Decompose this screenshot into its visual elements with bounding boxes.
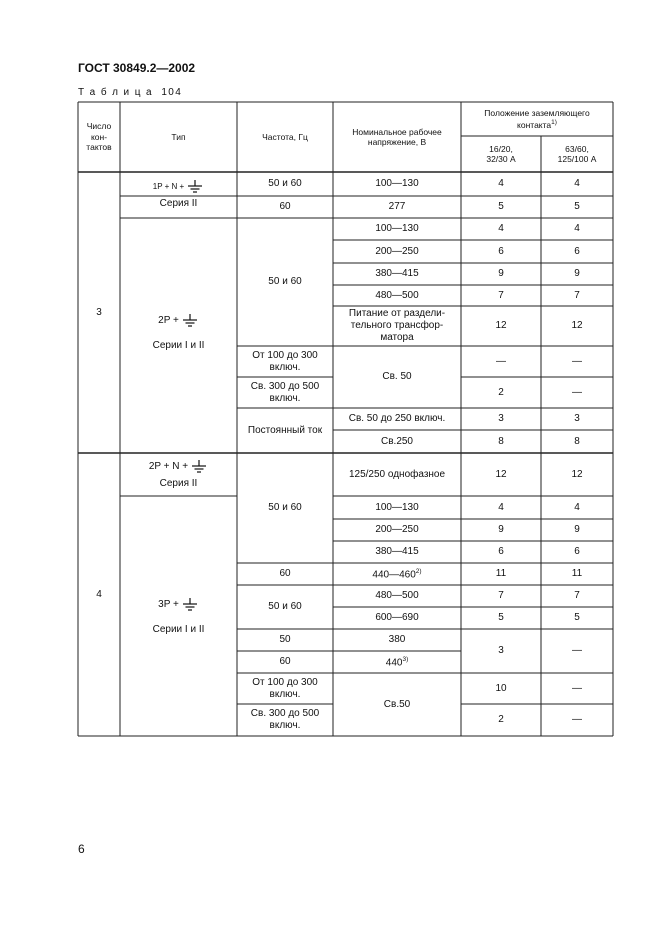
group3-freq-row2: 60 [279,201,291,212]
group3-voltage-row1: 100—130 [375,178,419,189]
group4-type2-formula: 3P + [158,599,179,610]
group3-type1 [120,172,237,218]
group3-a-row8: — [496,355,506,367]
group3-b-row11: 8 [574,435,580,447]
group3-b-row4: 6 [574,245,580,257]
ground-icon [181,598,199,612]
group3-b-row2: 5 [574,201,580,212]
group4-freq-50: 50 [279,634,291,645]
header-contacts: Число кон- тактов [86,121,112,153]
group3-type2-series: Серии I и II [152,340,205,351]
group3-freq-100-300: От 100 до 300 включ. [252,349,318,373]
group4-voltage-row6: 480—500 [375,590,419,601]
group4-b-row2: 4 [574,501,580,513]
group4-b-row4: 6 [574,546,580,557]
group4-b-row3: 9 [574,524,580,535]
group3-voltage-row5: 380—415 [375,268,419,279]
group3-voltage-row6: 480—500 [375,289,419,301]
group4-b-row7: 5 [574,612,580,623]
group3-b-row7: 12 [571,320,583,331]
group3-voltage-row7: Питание от раздели- тельного трансфор- матора [348,308,446,343]
group4-a-row4: 6 [498,546,504,557]
group4-voltage-row3: 200—250 [375,524,419,535]
group3-voltage-row4: 200—250 [375,245,419,257]
group3-b-row10: 3 [574,413,580,424]
group4-a-row7: 5 [498,612,504,623]
group3-type2 [120,218,237,453]
group3-voltage-row3: 100—130 [375,223,419,234]
group3-b-row9: — [572,386,582,398]
header-type: Тип [171,131,186,142]
group3-type1-formula: 1P + N + [152,182,185,191]
table-caption: Т а б л и ц а 104 [78,87,183,98]
group4-voltage-row1: 125/250 однофазное [348,468,446,480]
group3-freq-300-500: Св. 300 до 500 включ. [250,380,320,404]
group4-freq-300-500: Св. 300 до 500 включ. [250,708,320,731]
group3-b-row1: 4 [574,178,580,189]
group4-freq-60-b: 60 [279,656,291,667]
group3-a-row10: 3 [498,413,504,424]
group3-a-row4: 6 [498,245,504,257]
group3-freq-dc: Постоянный ток [247,424,323,436]
group3-voltage-over50: Св. 50 [382,371,412,382]
header-position [461,102,613,136]
group4-type2-series: Серии I и II [152,624,205,635]
group3-a-row1: 4 [498,178,504,189]
group4-voltage-row5 [333,563,461,585]
group3-b-row3: 4 [574,223,580,234]
group4-voltage-row5-value: 440—460 [372,569,416,581]
group4-freq-50-60-a: 50 и 60 [268,502,302,513]
group3-freq-row1: 50 и 60 [268,178,302,189]
group3-b-row5: 9 [574,268,580,279]
group4-b-row10: — [572,682,582,694]
group4-voltage-row9-value: 440 [385,657,403,669]
group3-contacts: 3 [96,306,102,318]
footnote-2: 2) [415,568,422,576]
group4-b-merged: — [572,645,582,656]
group4-b-row1: 12 [571,468,583,480]
group4-a-row6: 7 [498,590,504,601]
footnote-3: 3) [402,656,409,664]
document-title: ГОСТ 30849.2—2002 [78,61,196,75]
group4-a-row1: 12 [495,468,507,480]
group3-a-row9: 2 [498,386,504,398]
group3-a-row6: 7 [498,289,504,301]
group3-type2-formula: 2P + [158,315,179,326]
group4-freq-100-300: От 100 до 300 включ. [252,676,318,700]
group4-type1-series: Серия II [159,477,198,489]
header-position-footnote: 1) [551,119,557,127]
header-col-a: 16/20, 32/30 А [486,143,516,164]
group4-a-row5: 11 [495,568,507,579]
group3-a-row2: 5 [498,201,504,212]
group4-a-row11: 2 [498,714,504,725]
group4-type1 [120,453,237,496]
group4-freq-50-60-b: 50 и 60 [268,601,302,612]
group4-freq-60-a: 60 [279,568,291,579]
group3-b-row6: 7 [574,289,580,301]
header-col-b: 63/60, 125/100 А [557,143,597,164]
group4-b-row5: 11 [571,568,583,579]
group4-b-row11: — [572,714,582,725]
header-voltage: Номинальное рабочее напряжение, В [352,126,442,147]
page-number: 6 [78,842,85,856]
group3-type1-series: Серия II [159,198,198,209]
group4-contacts: 4 [96,588,102,600]
group4-a-row10: 10 [495,682,507,694]
group3-a-row7: 12 [495,320,507,331]
ground-icon [186,180,204,194]
group3-a-row5: 9 [498,268,504,279]
group4-b-row6: 7 [574,590,580,601]
group4-type1-formula: 2P + N + [148,460,189,472]
group3-a-row3: 4 [498,223,504,234]
group4-a-merged: 3 [498,645,504,656]
header-position-label: Положение заземляющего контакта [484,107,590,130]
header-frequency: Частота, Гц [262,131,308,142]
ground-icon [190,460,208,474]
group3-a-row11: 8 [498,435,504,447]
group3-freq-50-60: 50 и 60 [268,276,302,287]
group4-voltage-row2: 100—130 [375,501,419,513]
group4-voltage-row8: 380 [388,634,406,645]
ground-icon [181,314,199,328]
group3-voltage-row2: 277 [388,201,406,212]
group4-a-row3: 9 [498,524,504,535]
group3-voltage-row10: Св. 50 до 250 включ. [348,413,446,424]
group3-voltage-row11: Св.250 [381,435,413,447]
group4-type2 [120,496,237,736]
group3-b-row8: — [572,355,582,367]
group4-voltage-row4: 380—415 [375,546,419,557]
group4-voltage-row9 [333,651,461,673]
group4-voltage-over50: Св.50 [383,698,411,710]
group4-voltage-row7: 600—690 [375,612,419,623]
group4-a-row2: 4 [498,501,504,513]
